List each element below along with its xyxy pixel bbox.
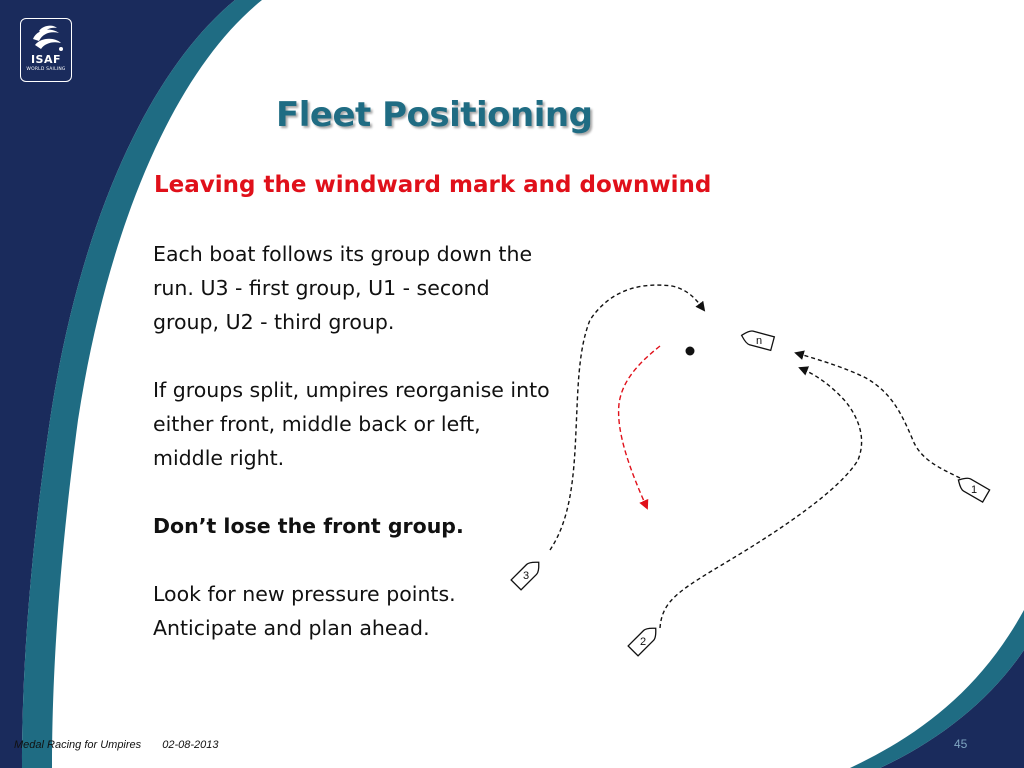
logo-main-text: ISAF bbox=[30, 53, 62, 66]
windward-mark-icon bbox=[686, 347, 695, 356]
boat-3-label: 3 bbox=[522, 570, 530, 582]
body-paragraph-4: Look for new pressure points. Anticipate and plan ahead. bbox=[153, 582, 456, 640]
page-number: 45 bbox=[954, 737, 968, 751]
boat-1-path bbox=[796, 353, 960, 478]
footer-date: 02-08-2013 bbox=[162, 739, 219, 751]
logo-sub-text: WORLD SAILING bbox=[26, 67, 66, 72]
boat-n-icon bbox=[740, 329, 775, 351]
boat-2-icon bbox=[628, 623, 661, 656]
boat-2-label: 2 bbox=[639, 636, 647, 648]
body-paragraph-3: Don’t lose the front group. bbox=[153, 514, 464, 538]
body-paragraph-1: Each boat follows its group down the run. U3 - first group, U1 - second group, U2 - third group. bbox=[153, 242, 533, 334]
slide-title: Fleet Positioning bbox=[276, 95, 593, 135]
slide-subtitle: Leaving the windward mark and downwind bbox=[154, 172, 712, 198]
body-paragraph-2: If groups split, umpires reorganise into either front, middle back or left, middle right. bbox=[153, 378, 550, 470]
boat-2-path bbox=[660, 368, 862, 628]
boat-n-label: n bbox=[755, 335, 763, 347]
boat-3-path bbox=[550, 285, 704, 550]
boat-1-label: 1 bbox=[970, 484, 978, 496]
footer bbox=[14, 739, 219, 751]
fleet-downwind-path bbox=[619, 346, 660, 508]
footer-course: Medal Racing for Umpires bbox=[14, 739, 142, 751]
boat-3-icon bbox=[511, 557, 544, 590]
